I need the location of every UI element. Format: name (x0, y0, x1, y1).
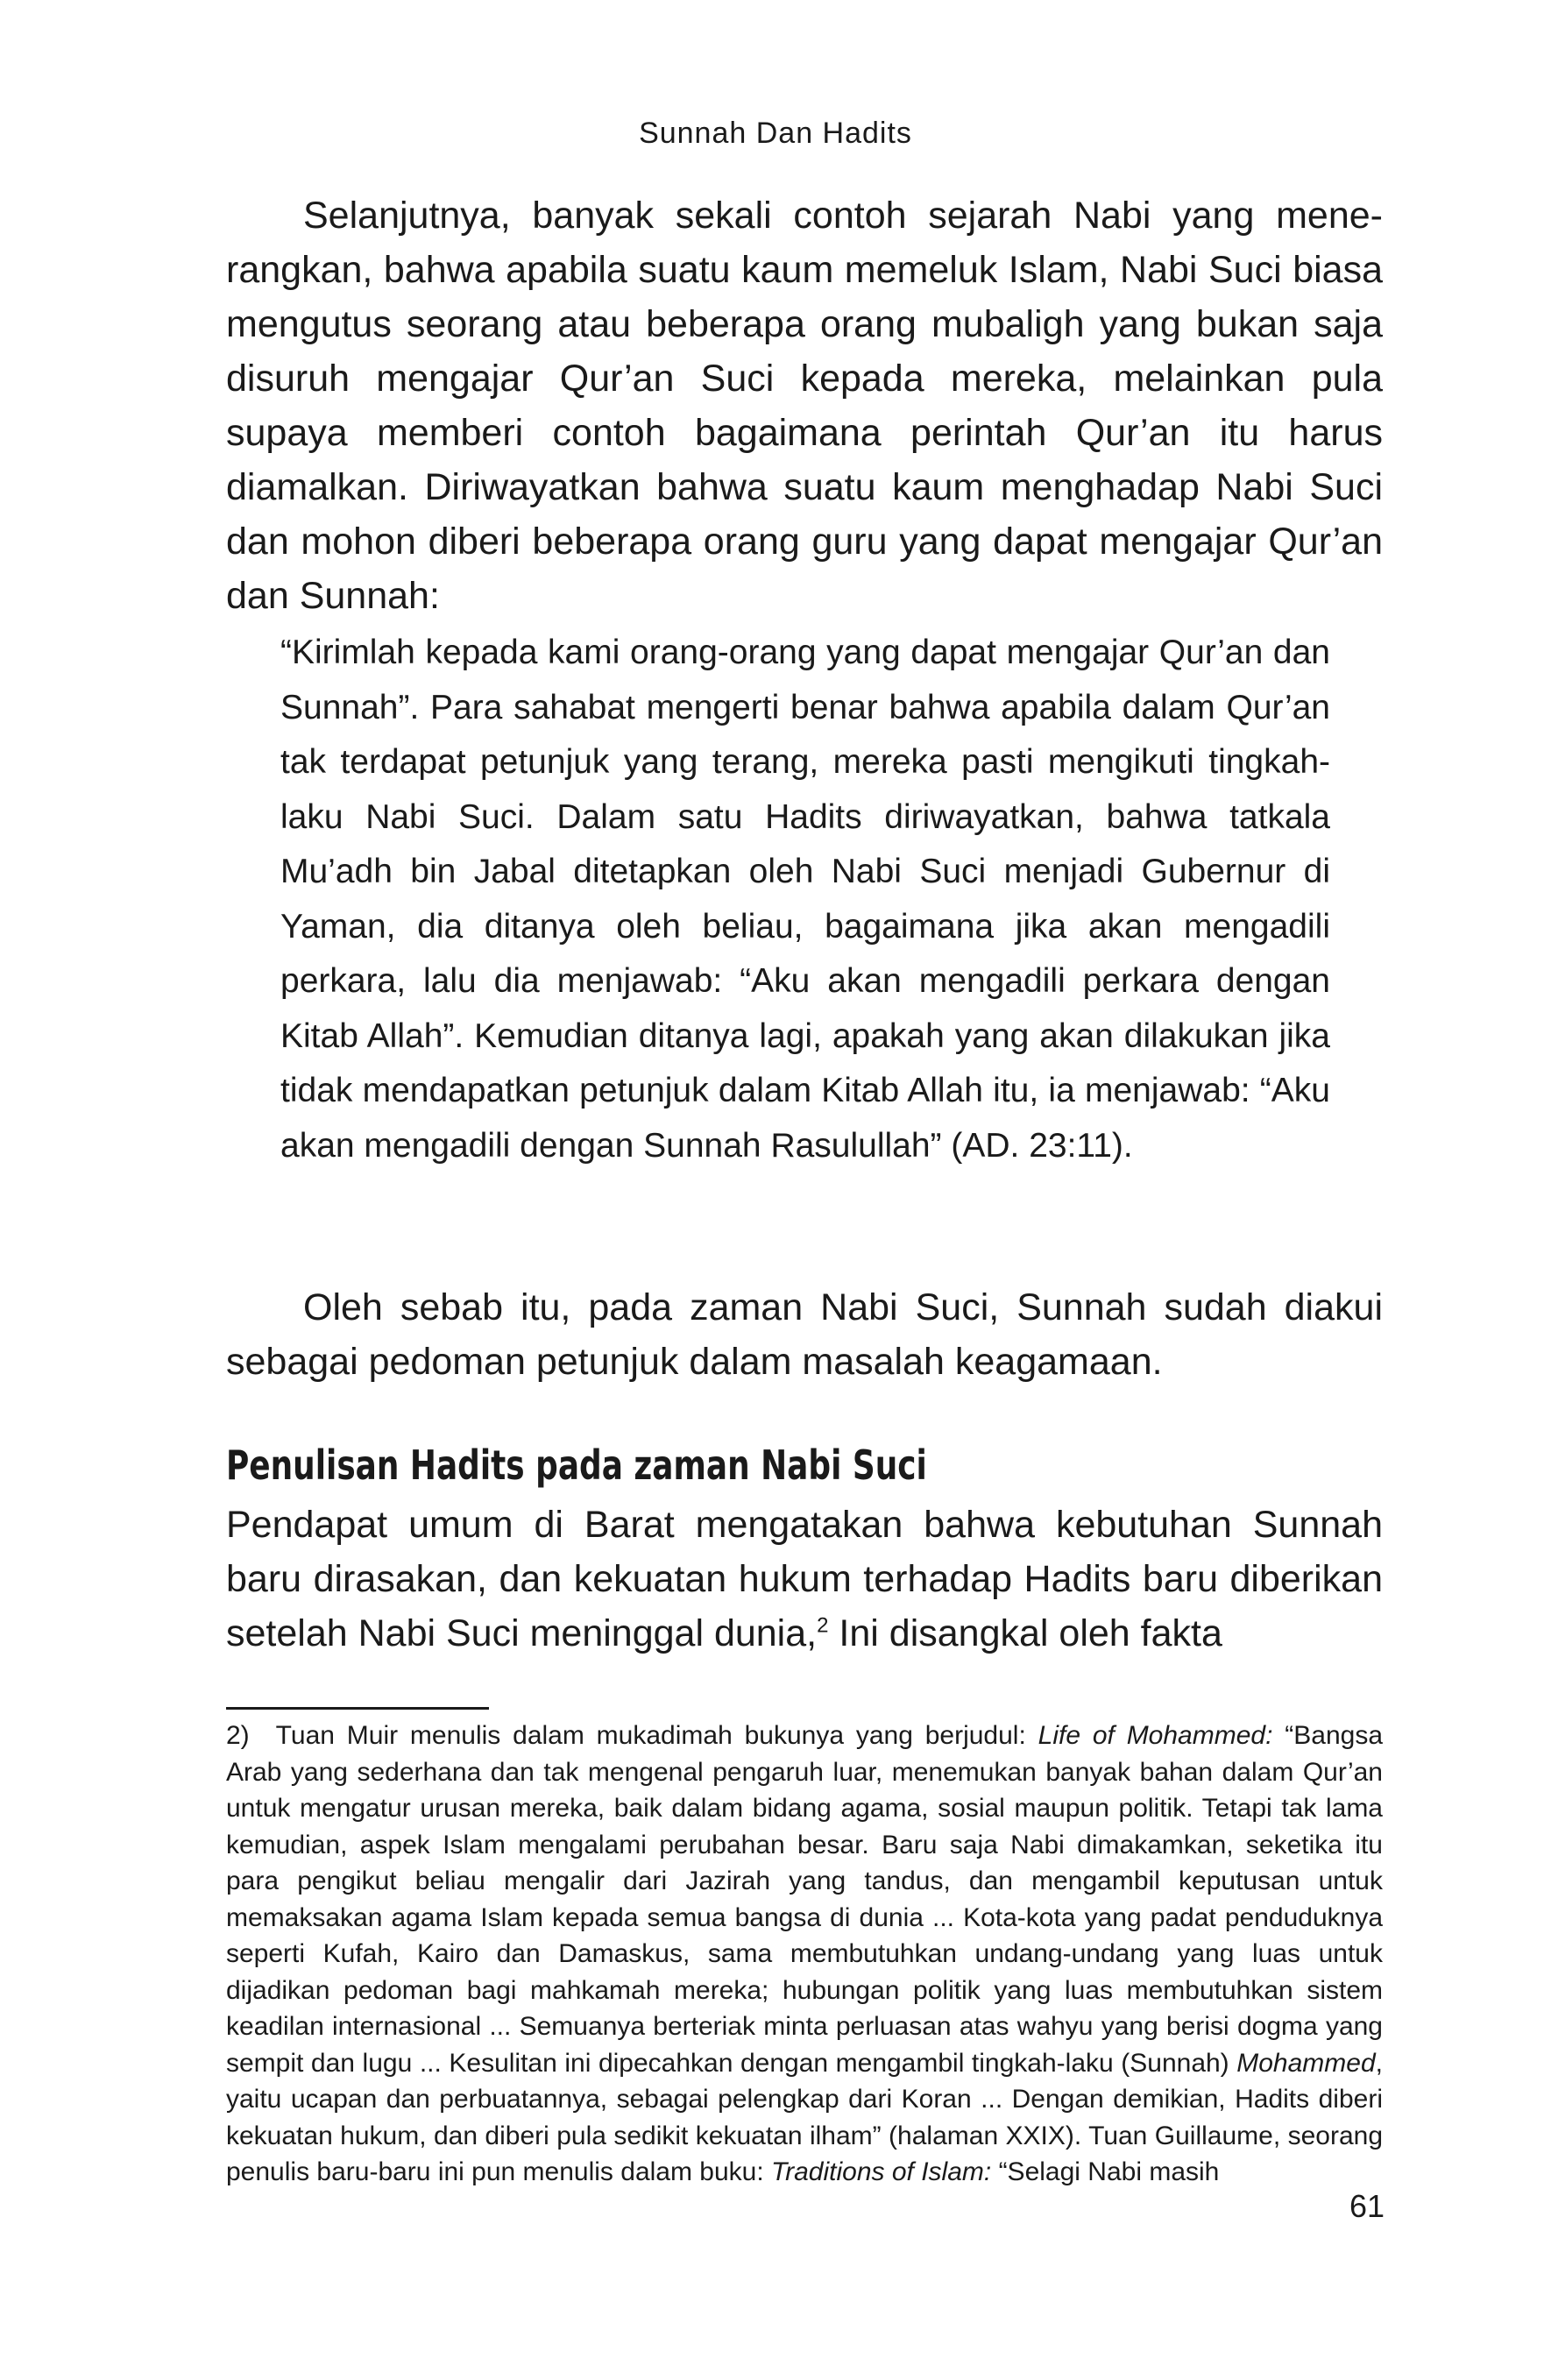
book-title: Traditions of Islam: (771, 2157, 992, 2186)
paragraph-text (226, 1498, 1383, 1661)
paragraph-text: Selanjutnya, banyak sekali contoh sejarah Nabi yang menerangkan, bahwa apabila suatu kaum memeluk Islam, Nabi Suci biasa mengutus seorang atau beberapa orang mubaligh yang bukan saja disuruh mengajar Qur’an Suci kepada mereka, melainkan pula supaya memberi contoh bagaimana perintah Qur’an itu harus diamalkan. Diriwayatkan bahwa suatu kaum menghadap Nabi Suci dan mohon diberi beberapa orang guru yang dapat mengajar Qur’an dan Sunnah: (226, 195, 1383, 617)
paragraph-conclusion (226, 1280, 1383, 1389)
footnote-text: “Selagi Nabi masih (991, 2157, 1220, 2186)
name-italic: Mohammed (1236, 2048, 1376, 2078)
footnote-text: “Bangsa Arab yang sederhana dan tak mengenal pengaruh luar, menemukan banyak bahan dalam Qur’an untuk mengatur urusan mereka, baik dalam bidang agama, sosial maupun politik. Tetapi tak lama kemudian, aspek Islam mengalami perubahan besar. Baru saja Nabi dimakamkan, seketika itu para pengikut beliau mengalir dari Jazirah yang tandus, dan mengambil keputusan untuk memaksakan agama Islam kepada semua bangsa di dunia ... Kota-kota yang padat penduduknya seperti Kufah, Kairo dan Damaskus, sama membutuhkan undang-undang yang luas untuk dijadikan pedoman bagi mahkamah mereka; hubungan politik yang luas membutuhkan sistem keadilan internasional ... Semuanya berteriak minta perluasan atas wahyu yang berisi dogma yang sempit dan lugu ... Kesulitan ini dipecahkan dengan mengambil tingkah-laku (Sunnah) (226, 1721, 1384, 2078)
running-head: Sunnah Dan Hadits (639, 117, 912, 150)
book-title: Life of Mohammed: (1038, 1721, 1273, 1750)
paragraph-intro (226, 188, 1383, 623)
footnote-text: , yaitu ucapan dan perbuatannya, sebagai pelengkap dari Koran ... Dengan demikian, Hadits diberi kekuatan hukum, dan diberi pula sedikit kekuatan ilham” (halaman XXIX). Tuan Guillaume, seorang penulis baru-baru ini pun menulis dalam buku: (226, 2048, 1383, 2186)
paragraph-text-continued: Ini disangkal oleh fakta (828, 1612, 1222, 1654)
section-heading: Penulisan Hadits pada zaman Nabi Suci (226, 1441, 927, 1489)
block-quote: “Kirimlah kepada kami orang-orang yang dapat mengajar Qur’an dan Sunnah”. Para sahabat mengerti benar bahwa apabila dalam Qur’an tak terdapat petunjuk yang terang, mereka pasti mengikuti tingkah-laku Nabi Suci. Dalam satu Hadits diriwayatkan, bahwa tatkala Mu’adh bin Jabal ditetapkan oleh Nabi Suci menjadi Gubernur di Yaman, dia ditanya oleh beliau, bagaimana jika akan mengadili perkara, lalu dia menjawab: “Aku akan mengadili perkara dengan Kitab Allah”. Kemudian ditanya lagi, apakah yang akan dilakukan jika tidak mendapatkan petunjuk dalam Kitab Allah itu, ia menjawab: “Aku akan mengadili dengan Sunnah Rasulullah” (AD. 23:11). (280, 634, 1330, 1165)
footnote-text: 2) Tuan Muir menulis dalam mukadimah bukunya yang berjudul: (226, 1721, 1038, 1750)
paragraph-section (226, 1498, 1383, 1661)
page-number: 61 (1349, 2188, 1385, 2224)
footnote (226, 1718, 1383, 2191)
footnote-divider (226, 1707, 489, 1710)
footnote-reference[interactable]: 2 (817, 1613, 829, 1638)
paragraph-text-main: Pendapat umum di Barat mengatakan bahwa kebutuhan Sunnah baru dirasakan, dan kekuatan hukum terhadap Hadits baru diberikan setelah Nabi Suci meninggal dunia, (226, 1504, 1383, 1654)
paragraph-text: Oleh sebab itu, pada zaman Nabi Suci, Sunnah sudah diakui sebagai pedoman petunjuk dalam masalah keagamaan. (226, 1286, 1383, 1383)
